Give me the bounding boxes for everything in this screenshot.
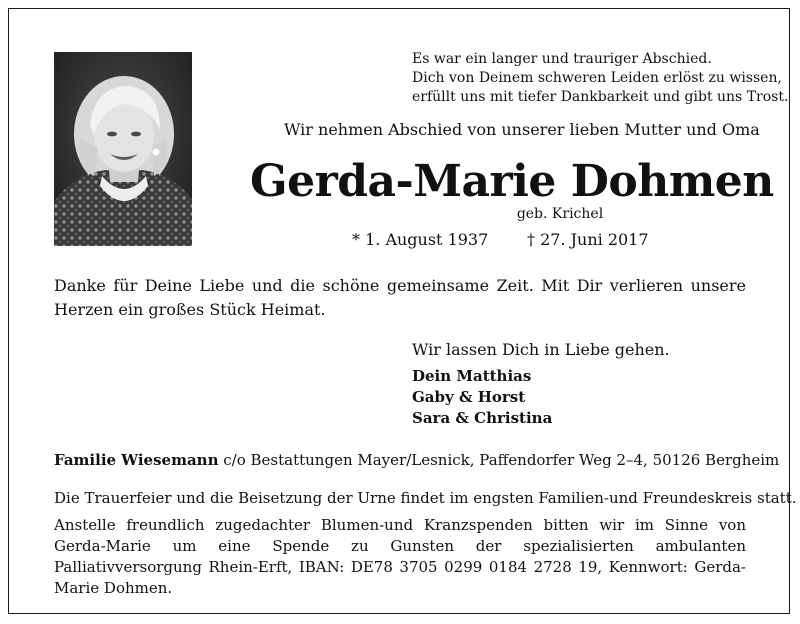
death-date: † 27. Juni 2017 [527, 230, 649, 249]
portrait-photo [54, 52, 192, 246]
deceased-name: Gerda-Marie Dohmen [250, 156, 774, 207]
mourner: Dein Matthias [412, 367, 532, 385]
contact-address [54, 451, 780, 469]
mourners-list [412, 366, 552, 429]
donation-note: Anstelle freundlich zugedachter Blumen-und Kranzspenden bitten wir im Sinne von Gerda-Marie um eine Spende zu Gunsten der spezialisierten ambulanten Palliativversorgung Rhein-Erft, IBAN: DE78 3705 0299 0184 2728 19, Kennwort: Gerda-Marie Dohmen. [54, 516, 746, 597]
birth-name: geb. Krichel [516, 206, 604, 222]
portrait-image [54, 52, 192, 246]
poem-line: Dich von Deinem schweren Leiden erlöst zu wissen, [412, 70, 782, 86]
poem-line: Es war ein langer und trauriger Abschied. [412, 51, 712, 67]
poem-line: erfüllt uns mit tiefer Dankbarkeit und gibt uns Trost. [412, 89, 789, 105]
mourner: Sara & Christina [412, 409, 553, 427]
intro-text: Wir nehmen Abschied von unserer lieben Mutter und Oma [284, 120, 760, 139]
address-text: c/o Bestattungen Mayer/Lesnick, Paffendorfer Weg 2–4, 50126 Bergheim [218, 451, 780, 469]
poem [412, 50, 789, 107]
funeral-note: Die Trauerfeier und die Beisetzung der Urne findet im engsten Familien-und Freundeskreis statt. [54, 489, 797, 507]
family-name: Familie Wiesemann [54, 451, 219, 469]
farewell-text: Wir lassen Dich in Liebe gehen. [412, 340, 670, 359]
thanks-text: Danke für Deine Liebe und die schöne gemeinsame Zeit. Mit Dir verlieren unsere Herzen ein großes Stück Heimat. [54, 276, 746, 319]
mourner: Gaby & Horst [412, 388, 526, 406]
birth-date: * 1. August 1937 [352, 230, 489, 249]
